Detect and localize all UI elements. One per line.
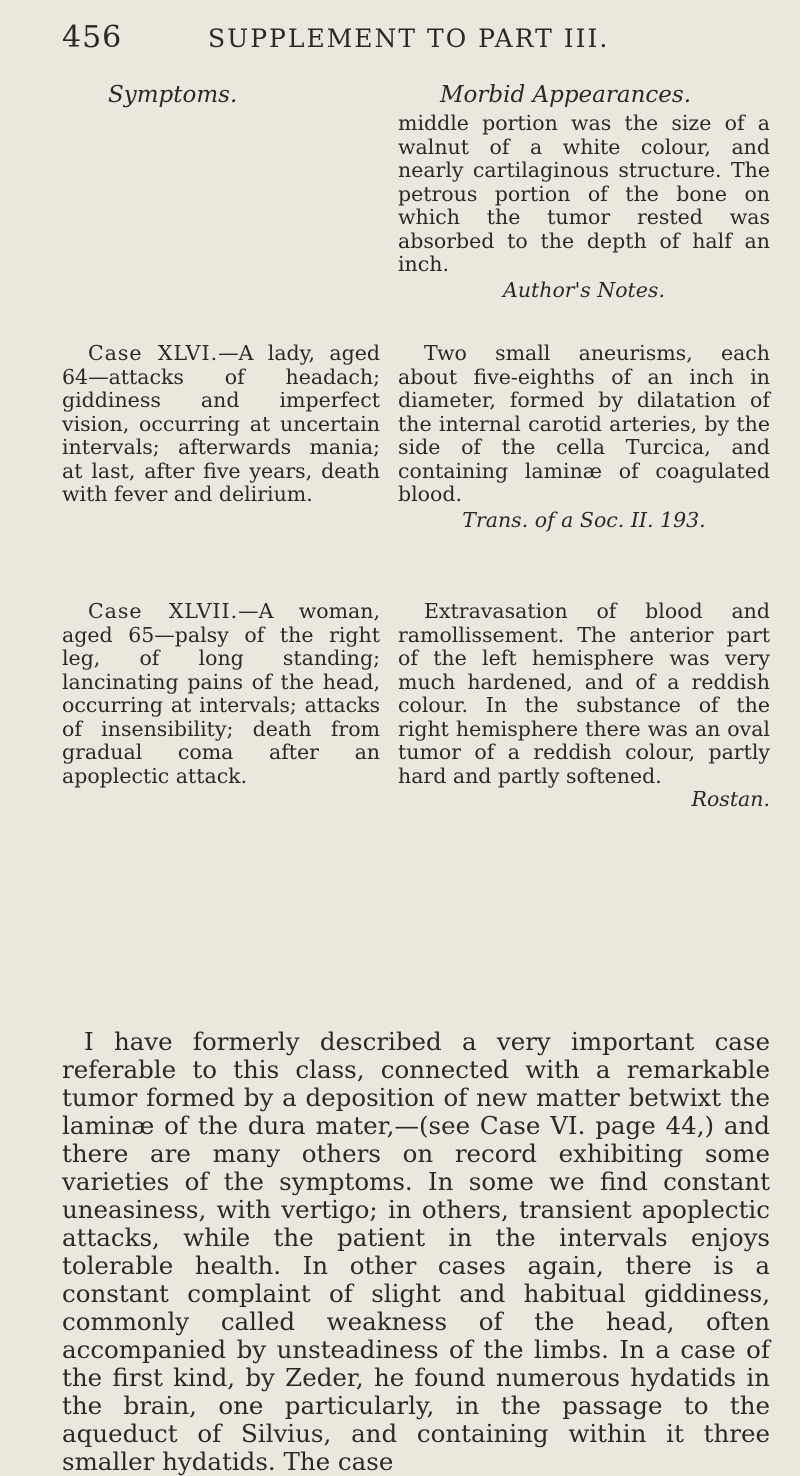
- case-47-source: Rostan.: [691, 787, 770, 811]
- body-paragraph: I have formerly described a very important case referable to this class, connected with a remarkable tumor formed by a deposition of new matter betwixt the laminæ of the dura mater,—(see Case VI. page 44,) and there are many others on record exhibiting some varieties of the symptoms. In some we find constant uneasiness, with vertigo; in others, transient apoplectic attacks, while the patient in the intervals enjoys tolerable health. In other cases again, there is a constant complaint of slight and habitual giddiness, commonly called weakness of the head, often accompanied by unsteadiness of the limbs. In a case of the first kind, by Zeder, he found numerous hydatids in the brain, one particularly, in the passage to the aqueduct of Silvius, and containing within it three smaller hydatids. The case: [62, 1026, 770, 1476]
- case-46-symptoms: [62, 342, 380, 507]
- case-46-appearances: [398, 342, 770, 532]
- morbid-appearances-heading: Morbid Appearances.: [440, 82, 692, 108]
- continuation-text: middle portion was the size of a walnut of a white colour, and nearly cartilaginous structure. The petrous portion of the bone on which the tumor rested was absorbed to the depth of half an inch.: [398, 111, 770, 276]
- case-46-appearances-text: Two small aneurisms, each about five-eighths of an inch in diameter, formed by dilatation of the internal carotid arteries, by the side of the cella Turcica, and containing laminæ of coagulated blood.: [398, 341, 770, 506]
- page-header: [62, 20, 770, 54]
- symptoms-heading: Symptoms.: [108, 82, 238, 108]
- case-47-appearances: [398, 600, 770, 812]
- case-47-symptoms-text: —A woman, aged 65—palsy of the right leg, of long standing; lancinating pains of the head, occurring at intervals; attacks of insensibility; death from gradual coma after an apoplectic attack.: [62, 599, 380, 788]
- case-47-symptoms: [62, 600, 380, 788]
- case-46-title: Case XLVI.: [88, 341, 219, 365]
- case-46-source: Trans. of a Soc. II. 193.: [462, 507, 706, 532]
- running-title: SUPPLEMENT TO PART III.: [208, 24, 610, 53]
- continuation-block: [398, 112, 770, 302]
- case-47-title: Case XLVII.: [88, 599, 239, 623]
- page-number: 456: [62, 20, 123, 55]
- case-47-appearances-text: Extravasation of blood and ramollissement. The anterior part of the left hemisphere was very much hardened, and of a reddish colour. In the substance of the right hemisphere there was an oval tumor of a reddish colour, partly hard and partly softened.: [398, 599, 770, 788]
- author-notes-signature: Author's Notes.: [503, 277, 665, 302]
- case-46-symptoms-text: —A lady, aged 64—attacks of headach; giddiness and imperfect vision, occurring at uncertain intervals; afterwards mania; at last, after five years, death with fever and delirium.: [62, 341, 380, 506]
